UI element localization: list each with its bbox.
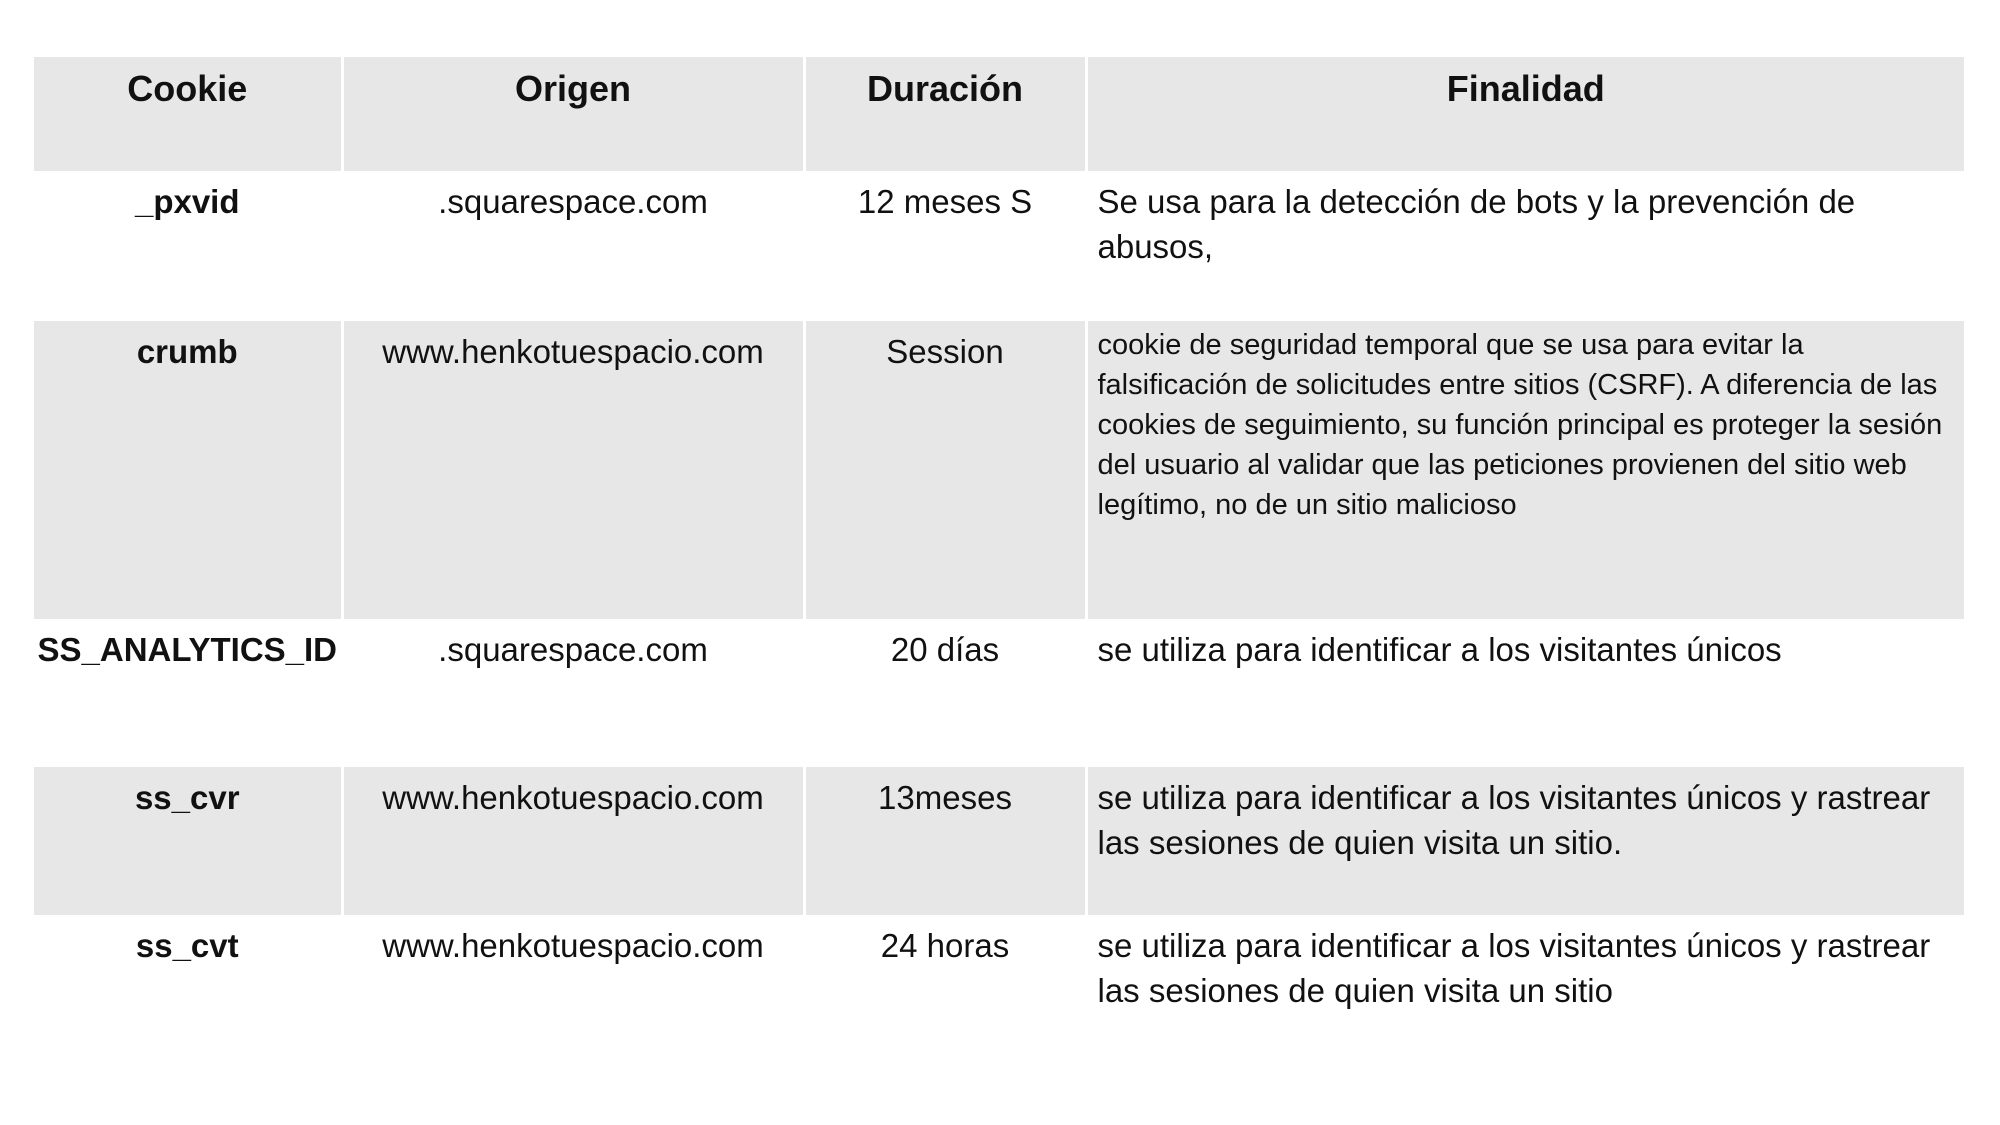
duration-cell: 12 meses S xyxy=(804,171,1086,321)
cookie-table-container xyxy=(34,57,1964,1065)
cookie-name-cell: _pxvid xyxy=(134,183,240,220)
purpose-cell: se utiliza para identificar a los visitantes únicos y rastrear las sesiones de quien visita un sitio. xyxy=(1086,767,1964,915)
purpose-cell: se utiliza para identificar a los visitantes únicos y rastrear las sesiones de quien visita un sitio xyxy=(1086,915,1964,1065)
table-row xyxy=(34,767,1964,915)
header-duration: Duración xyxy=(804,57,1086,171)
origin-cell: www.henkotuespacio.com xyxy=(342,915,804,1065)
header-origin: Origen xyxy=(342,57,804,171)
purpose-cell: cookie de seguridad temporal que se usa para evitar la falsificación de solicitudes entre sitios (CSRF). A diferencia de las cookies de seguimiento, su función principal es proteger la sesión del usuario al validar que las peticiones provienen del sitio web legítimo, no de un sitio malicioso xyxy=(1086,321,1964,619)
cookie-name-cell: crumb xyxy=(34,321,342,619)
duration-cell: 13meses xyxy=(804,767,1086,915)
duration-cell: Session xyxy=(804,321,1086,619)
table-header-row xyxy=(34,57,1964,171)
table-row xyxy=(34,321,1964,619)
duration-cell: 24 horas xyxy=(804,915,1086,1065)
table-row xyxy=(34,171,1964,321)
duration-cell: 20 días xyxy=(804,619,1086,767)
table-row xyxy=(34,619,1964,767)
table-row xyxy=(34,915,1964,1065)
origin-cell: www.henkotuespacio.com xyxy=(342,767,804,915)
cookie-name-cell: ss_cvr xyxy=(34,767,342,915)
purpose-cell: se utiliza para identificar a los visitantes únicos xyxy=(1086,619,1964,767)
cookie-table xyxy=(34,57,1964,1065)
origin-cell: .squarespace.com xyxy=(342,171,804,321)
header-purpose: Finalidad xyxy=(1086,57,1964,171)
header-cookie: Cookie xyxy=(34,57,342,171)
cookie-name-cell: SS_ANALYTICS_ID xyxy=(37,631,338,668)
purpose-cell: Se usa para la detección de bots y la prevención de abusos, xyxy=(1086,171,1964,321)
origin-cell: .squarespace.com xyxy=(342,619,804,767)
origin-cell: www.henkotuespacio.com xyxy=(342,321,804,619)
cookie-name-cell: ss_cvt xyxy=(135,927,239,964)
